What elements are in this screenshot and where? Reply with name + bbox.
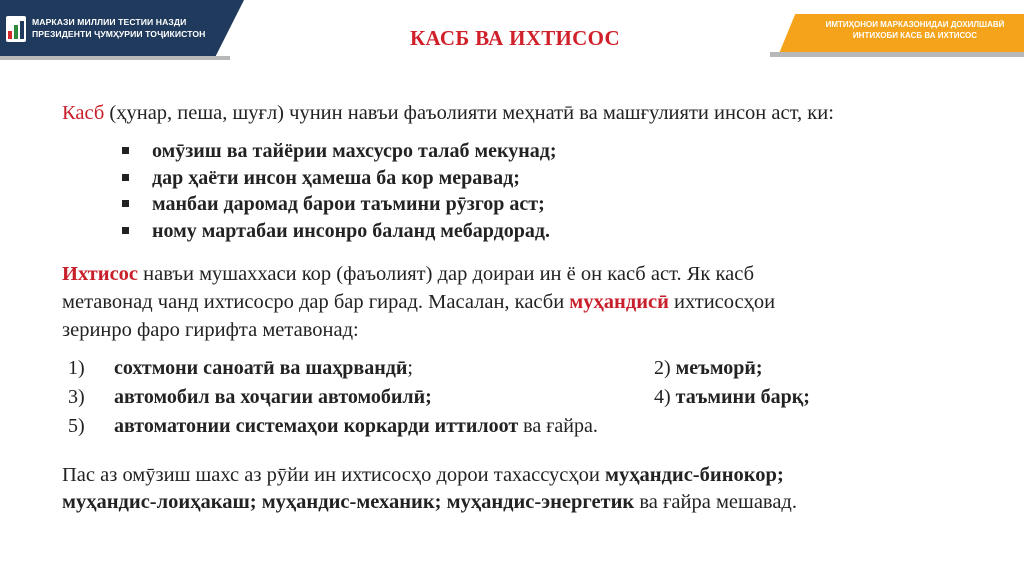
item-text	[114, 354, 413, 383]
item-text-bold: сохтмони саноатӣ ва шаҳрвандӣ	[114, 357, 408, 379]
specialty-line2	[62, 288, 992, 316]
specialty-line1	[62, 260, 992, 288]
specialty-highlight: муҳандисӣ	[569, 291, 669, 313]
numbered-list	[68, 354, 968, 441]
item-col2	[654, 383, 810, 412]
page-title: КАСБ ВА ИХТИСОС	[409, 26, 620, 50]
intro-paragraph	[62, 100, 1002, 126]
intro-text: (ҳунар, пеша, шуғл) чунин навъи фаъолияти меҳнатӣ ва машғулияти инсон аст, ки:	[104, 102, 834, 124]
item-text	[114, 383, 432, 412]
conclusion-line1	[62, 462, 992, 489]
specialty-line2-post: ихтисосҳои	[668, 291, 776, 313]
bullet-item	[122, 165, 557, 192]
item-text-bold: автоматонии системаҳои коркарди иттилоот	[114, 415, 519, 437]
bullet-item	[122, 138, 557, 165]
conclusion-paragraph	[62, 462, 992, 516]
item-col2-number: 2)	[654, 357, 671, 379]
specialty-line3: зеринро фаро гирифта метавонад:	[62, 319, 359, 341]
specialty-line2-pre: метавонад чанд ихтисосро дар бар гирад. Масалан, касби	[62, 291, 570, 313]
bullet-item	[122, 191, 557, 218]
specialty-term: Ихтисос	[62, 263, 139, 285]
item-suffix: ;	[407, 357, 413, 379]
item-col2	[654, 354, 763, 383]
item-number: 5)	[68, 415, 85, 437]
item-suffix: ва ғайра.	[518, 415, 598, 437]
bullet-list	[122, 138, 557, 244]
item-text	[114, 412, 598, 441]
conclusion-line2	[62, 489, 992, 516]
item-number: 1)	[68, 357, 85, 379]
specialty-paragraph	[62, 260, 992, 344]
intro-term: Касб	[62, 102, 105, 124]
bullet-square-icon	[122, 147, 129, 154]
conclusion-line1-bold: муҳандис-бинокор;	[605, 464, 784, 486]
item-text-bold: автомобил ва хоҷагии автомобилӣ;	[114, 386, 432, 408]
bullet-square-icon	[122, 227, 129, 234]
item-col2-text: меъморӣ;	[675, 357, 763, 379]
bullet-item	[122, 218, 557, 245]
item-col2-text: таъмини барқ;	[675, 386, 810, 408]
bullet-square-icon	[122, 174, 129, 181]
item-number: 3)	[68, 386, 85, 408]
specialty-line1-text: навъи мушаххаси кор (фаъолият) дар доираи ин ё он касб аст. Як касб	[138, 263, 755, 285]
numbered-row	[68, 412, 968, 441]
organization-name-line1: МАРКАЗИ МИЛЛИИ ТЕСТИИ НАЗДИ	[32, 17, 187, 27]
organization-name-line2: ПРЕЗИДЕНТИ ҶУМҲУРИИ ТОҶИКИСТОН	[32, 29, 206, 39]
bullet-square-icon	[122, 200, 129, 207]
bullet-text: манбаи даромад барои таъмини рӯзгор аст;	[152, 193, 545, 215]
section-caption-line2: ИНТИХОБИ КАСБ ВА ИХТИСОС	[852, 31, 978, 40]
conclusion-line2-bold: муҳандис-лоиҳакаш; муҳандис-механик; муҳандис-энергетик	[62, 491, 635, 513]
item-col2-number: 4)	[654, 386, 671, 408]
conclusion-line2-post: ва ғайра мешавад.	[634, 491, 797, 513]
bullet-text: омӯзиш ва тайёрии махсусро талаб мекунад;	[152, 140, 557, 162]
section-caption-line1: ИМТИҲОНОИ МАРКАЗОНИДАИ ДОХИЛШАВӢ	[825, 20, 1005, 29]
numbered-row	[68, 354, 968, 383]
conclusion-line1-pre: Пас аз омӯзиш шахс аз рӯйи ин ихтисосҳо дорои тахассусҳои	[62, 464, 605, 486]
bullet-text: ному мартабаи инсонро баланд мебардорад.	[152, 219, 551, 242]
numbered-row	[68, 383, 968, 412]
bullet-text: дар ҳаёти инсон ҳамеша ба кор меравад;	[152, 166, 520, 189]
